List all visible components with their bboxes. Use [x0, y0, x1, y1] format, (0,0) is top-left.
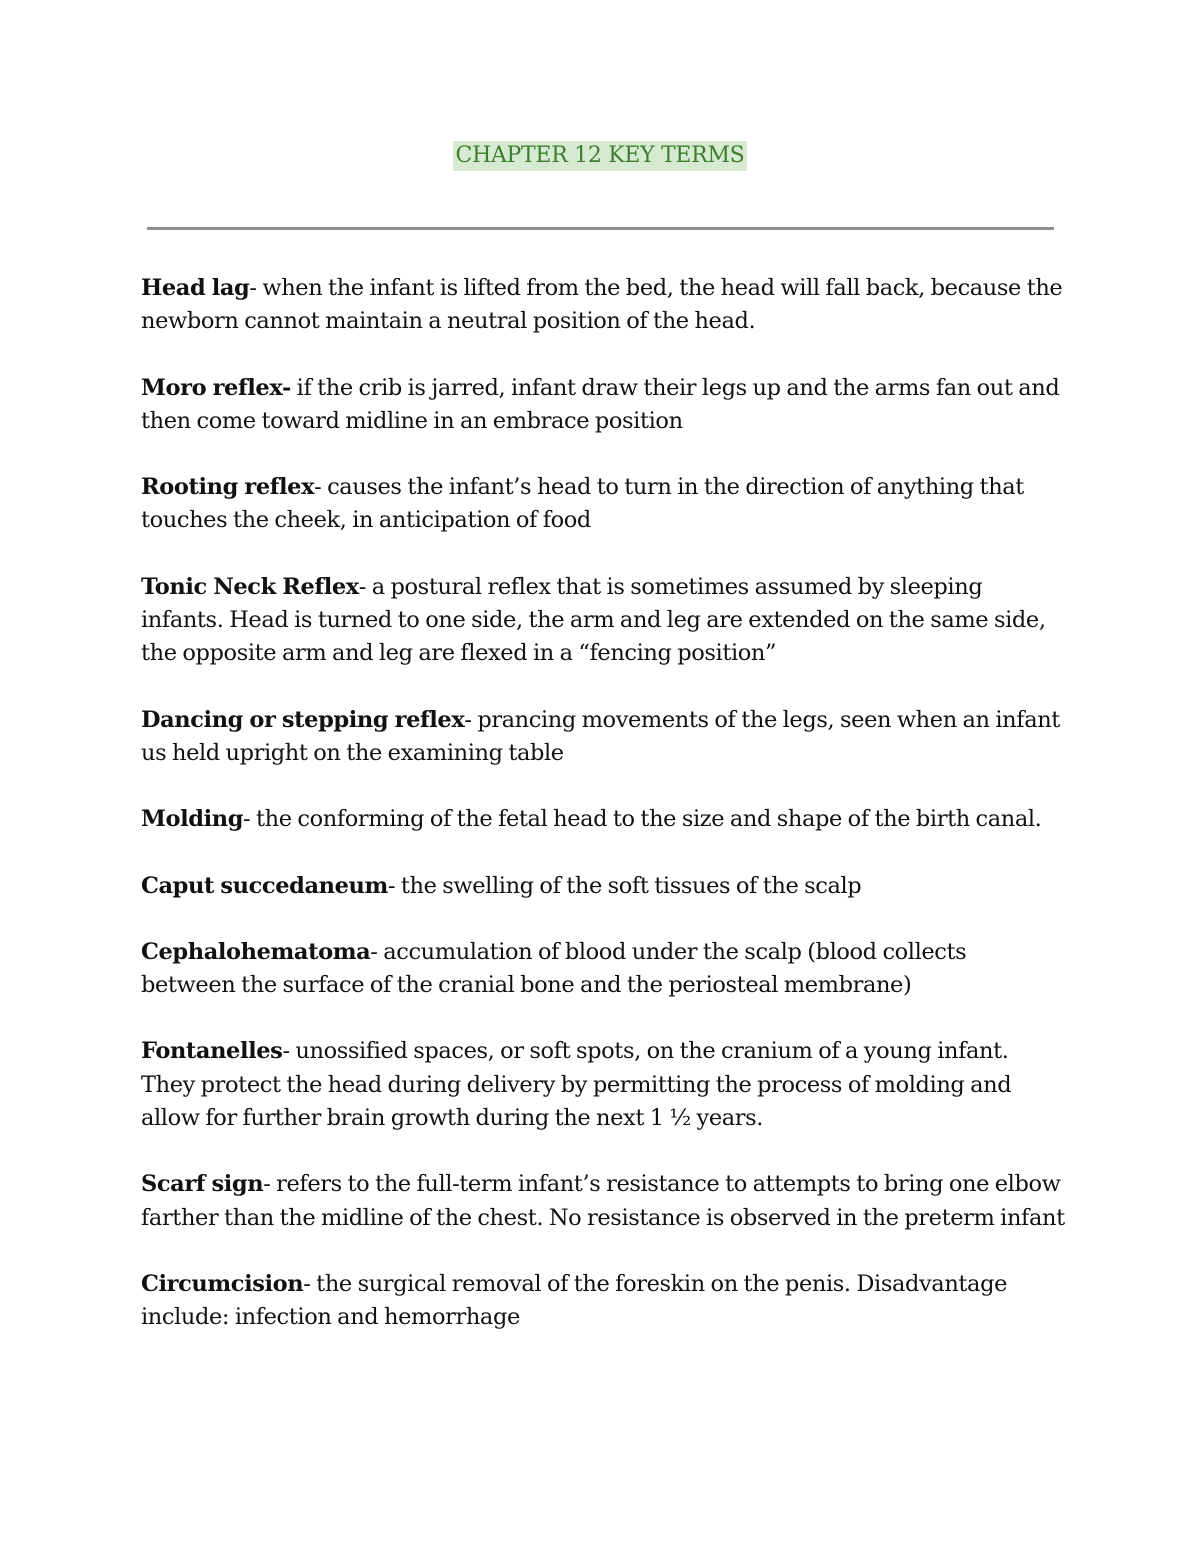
term-name: Dancing or stepping reflex [141, 706, 465, 733]
key-terms-list [141, 272, 1066, 1368]
term-definition: - refers to the full-term infant’s resistance to attempts to bring one elbow farther than the midline of the chest. No resistance is observed in the preterm infant [141, 1171, 1065, 1231]
term-name: Fontanelles [141, 1038, 283, 1065]
term-dancing-stepping-reflex [141, 704, 1066, 771]
term-name: Moro reflex- [141, 374, 291, 401]
horizontal-divider [147, 227, 1054, 230]
term-definition: - causes the infant’s head to turn in the direction of anything that touches the cheek, in anticipation of food [141, 474, 1024, 534]
term-definition: - unossified spaces, or soft spots, on the cranium of a young infant. They protect the head during delivery by permitting the process of molding and allow for further brain growth during the next 1 ½ years. [141, 1038, 1012, 1132]
term-definition: - the swelling of the soft tissues of the scalp [387, 872, 862, 899]
term-name: Rooting reflex [141, 474, 315, 501]
term-definition: - the surgical removal of the foreskin on the penis. Disadvantage include: infection and hemorrhage [141, 1270, 1007, 1331]
term-definition: if the crib is jarred, infant draw their legs up and the arms fan out and then come toward midline in an embrace position [141, 374, 1060, 434]
term-fontanelles [141, 1035, 1066, 1135]
term-definition: - a postural reflex that is sometimes assumed by sleeping infants. Head is turned to one side, the arm and leg are extended on the same side, the opposite arm and leg are flexed in a “fencing position” [141, 573, 1046, 667]
term-definition: - the conforming of the fetal head to the size and shape of the birth canal. [243, 806, 1042, 833]
term-definition: - accumulation of blood under the scalp (blood collects between the surface of the cranial bone and the periosteal membrane) [141, 938, 967, 999]
term-caput-succedaneum [141, 870, 1066, 903]
term-definition: - prancing movements of the legs, seen when an infant us held upright on the examining table [141, 706, 1060, 766]
term-rooting-reflex [141, 471, 1066, 538]
title-container [0, 141, 1200, 171]
term-cephalohematoma [141, 936, 1066, 1003]
term-circumcision [141, 1268, 1066, 1335]
term-name: Circumcision [141, 1270, 304, 1297]
term-head-lag [141, 272, 1066, 339]
term-name: Molding [141, 806, 244, 833]
term-moro-reflex [141, 372, 1066, 439]
term-name: Cephalohematoma [141, 938, 371, 965]
term-tonic-neck-reflex [141, 571, 1066, 671]
term-molding [141, 803, 1066, 836]
term-scarf-sign [141, 1168, 1066, 1235]
term-name: Caput succedaneum [141, 872, 388, 899]
term-name: Tonic Neck Reflex [141, 573, 359, 600]
term-name: Scarf sign [141, 1171, 264, 1198]
term-definition: - when the infant is lifted from the bed, the head will fall back, because the newborn cannot maintain a neutral position of the head. [141, 275, 1063, 335]
page-title: CHAPTER 12 KEY TERMS [453, 141, 748, 171]
term-name: Head lag [141, 275, 250, 301]
